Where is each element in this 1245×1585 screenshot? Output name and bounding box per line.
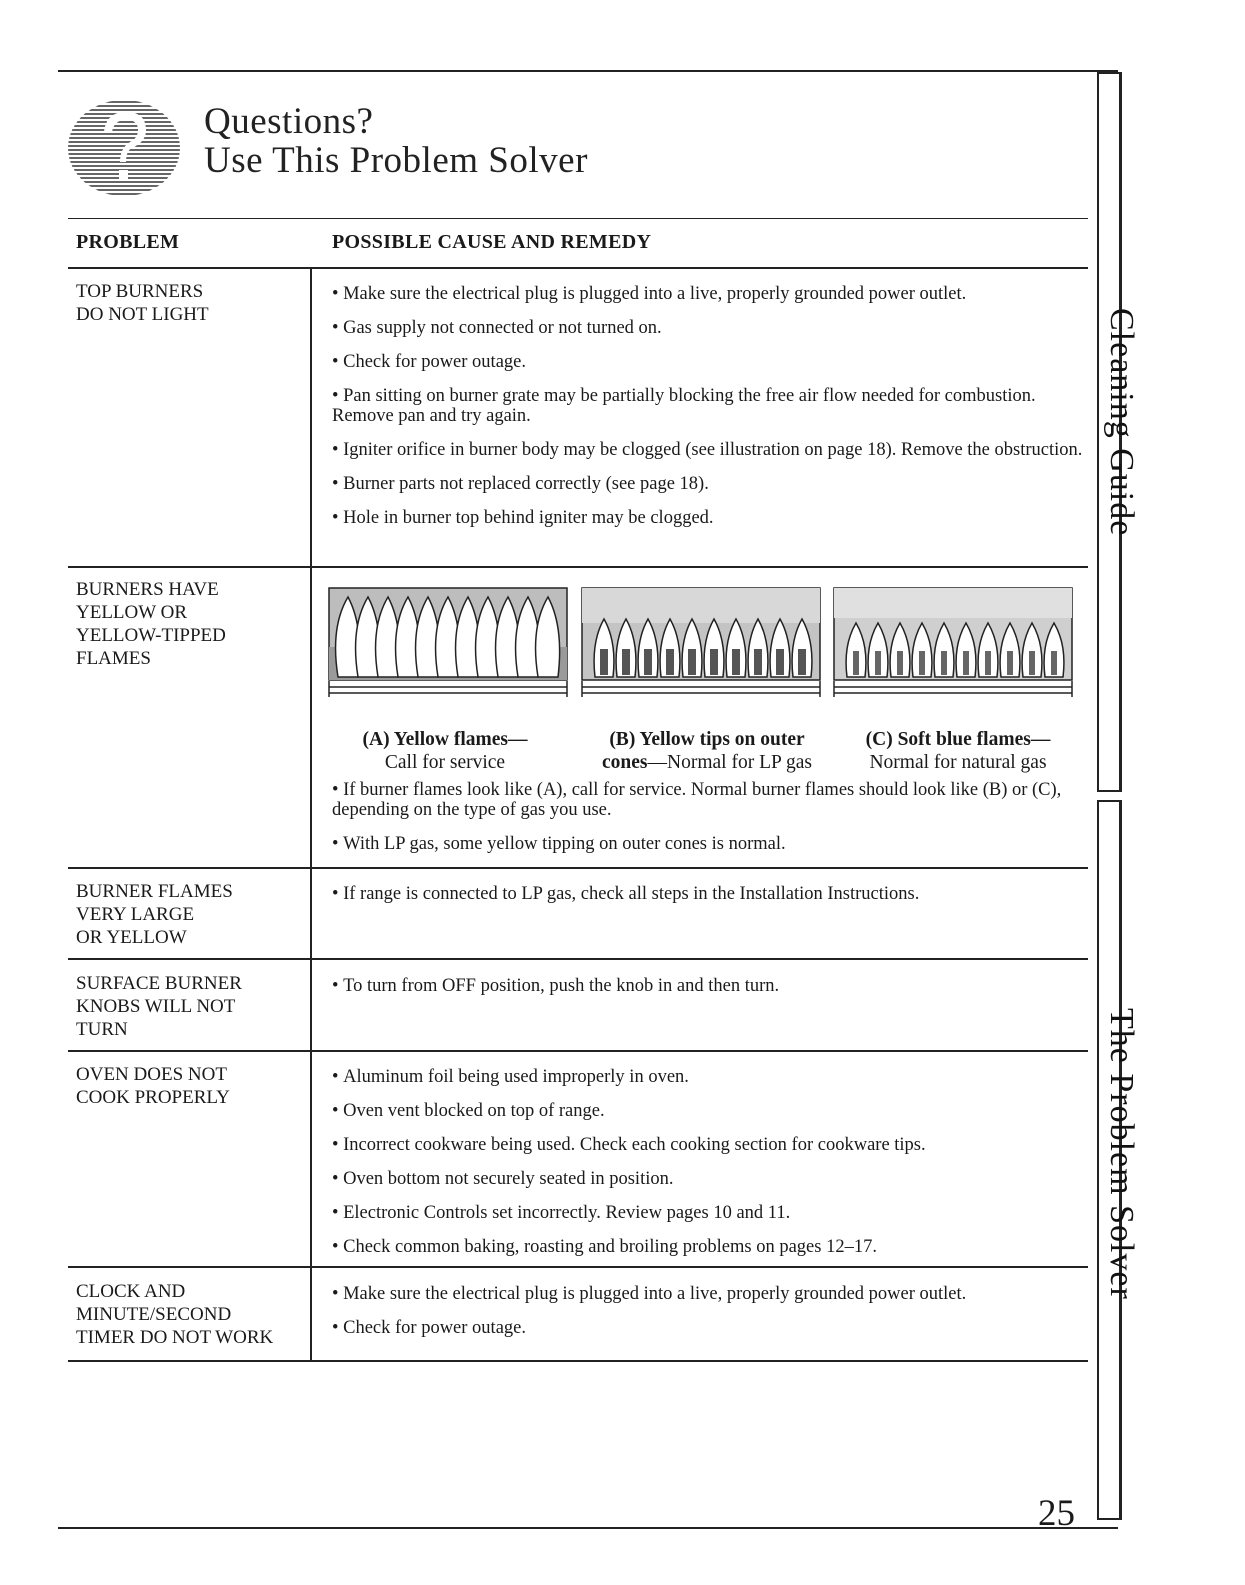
problem-oven: OVEN DOES NOT COOK PROPERLY [76, 1064, 230, 1108]
problem-top-burners: TOP BURNERS DO NOT LIGHT [76, 281, 209, 325]
remedy-item: • Hole in burner top behind igniter may be clogged. [332, 508, 1092, 528]
remedy-item: • Pan sitting on burner grate may be partially blocking the free air flow needed for combustion. Remove pan and try again. [332, 386, 1092, 426]
table-top-rule [68, 218, 1088, 219]
caption-c-title: (C) Soft blue flames— [865, 729, 1051, 750]
caption-c [848, 728, 1068, 774]
remedy-list [332, 780, 1092, 868]
remedy-item: • Check for power outage. [332, 1318, 1092, 1338]
problem-knobs: SURFACE BURNER KNOBS WILL NOT TURN [76, 973, 242, 1040]
remedy-item: • Gas supply not connected or not turned on. [332, 318, 1092, 338]
remedy-item: • Incorrect cookware being used. Check each cooking section for cookware tips. [332, 1135, 1092, 1155]
caption-b [583, 728, 831, 774]
caption-b-title: (B) Yellow tips on outer [609, 729, 805, 750]
remedy-item: • Oven bottom not securely seated in position. [332, 1169, 1092, 1189]
table-bottom-rule [68, 1360, 1088, 1362]
yellow-flames-illustration [328, 587, 568, 710]
remedy-list [332, 976, 1092, 1010]
remedy-list [332, 884, 1092, 918]
remedy-item: • Check for power outage. [332, 352, 1092, 372]
caption-b-title2: cones [602, 752, 648, 773]
remedy-item: • If range is connected to LP gas, check all steps in the Installation Instructions. [332, 884, 1092, 904]
remedy-item: • Igniter orifice in burner body may be clogged (see illustration on page 18). Remove the obstruction. [332, 440, 1092, 460]
row-separator [68, 566, 1088, 568]
header-rule [68, 267, 1088, 269]
problem-column-header: PROBLEM [76, 231, 180, 253]
page-number: 25 [1038, 1493, 1075, 1534]
page-title-line2: Use This Problem Solver [204, 140, 588, 181]
blue-flames-illustration [833, 587, 1073, 710]
caption-a-title: (A) Yellow flames— [362, 729, 528, 750]
remedy-list [332, 284, 1092, 542]
remedy-item: • Electronic Controls set incorrectly. Review pages 10 and 11. [332, 1203, 1092, 1223]
caption-a-desc: Call for service [384, 752, 506, 773]
side-tab-problem-solver-label: The Problem Solver [1103, 1008, 1140, 1300]
remedy-item: • With LP gas, some yellow tipping on outer cones is normal. [332, 834, 1092, 854]
top-rule [58, 70, 1118, 72]
cause-column-header: POSSIBLE CAUSE AND REMEDY [332, 231, 652, 253]
bottom-rule [58, 1527, 1118, 1529]
problem-clock: CLOCK AND MINUTE/SECOND TIMER DO NOT WORK [76, 1281, 274, 1348]
caption-b-desc: —Normal for LP gas [647, 752, 812, 773]
remedy-item: • Aluminum foil being used improperly in oven. [332, 1067, 1092, 1087]
remedy-item: • Make sure the electrical plug is plugged into a live, properly grounded power outlet. [332, 284, 1092, 304]
remedy-item: • Check common baking, roasting and broiling problems on pages 12–17. [332, 1237, 1092, 1257]
caption-c-desc: Normal for natural gas [869, 752, 1047, 773]
column-divider [310, 267, 312, 1360]
problem-large-flames: BURNER FLAMES VERY LARGE OR YELLOW [76, 881, 233, 948]
remedy-item: • To turn from OFF position, push the knob in and then turn. [332, 976, 1092, 996]
page-title-line1: Questions? [204, 101, 374, 142]
remedy-item: • Make sure the electrical plug is plugged into a live, properly grounded power outlet. [332, 1284, 1092, 1304]
remedy-list [332, 1067, 1092, 1271]
remedy-item: • Oven vent blocked on top of range. [332, 1101, 1092, 1121]
problem-yellow-flames: BURNERS HAVE YELLOW OR YELLOW-TIPPED FLAMES [76, 579, 226, 669]
question-mark-icon [66, 98, 182, 198]
yellow-tips-illustration [581, 587, 821, 710]
remedy-list [332, 1284, 1092, 1352]
row-separator [68, 958, 1088, 960]
remedy-item: • If burner flames look like (A), call for service. Normal burner flames should look like (B) or (C), depending on the type of gas you use. [332, 780, 1092, 820]
row-separator [68, 1050, 1088, 1052]
caption-a [340, 728, 550, 774]
remedy-item: • Burner parts not replaced correctly (see page 18). [332, 474, 1092, 494]
side-tab-cleaning-guide-label: Cleaning Guide [1103, 308, 1140, 537]
